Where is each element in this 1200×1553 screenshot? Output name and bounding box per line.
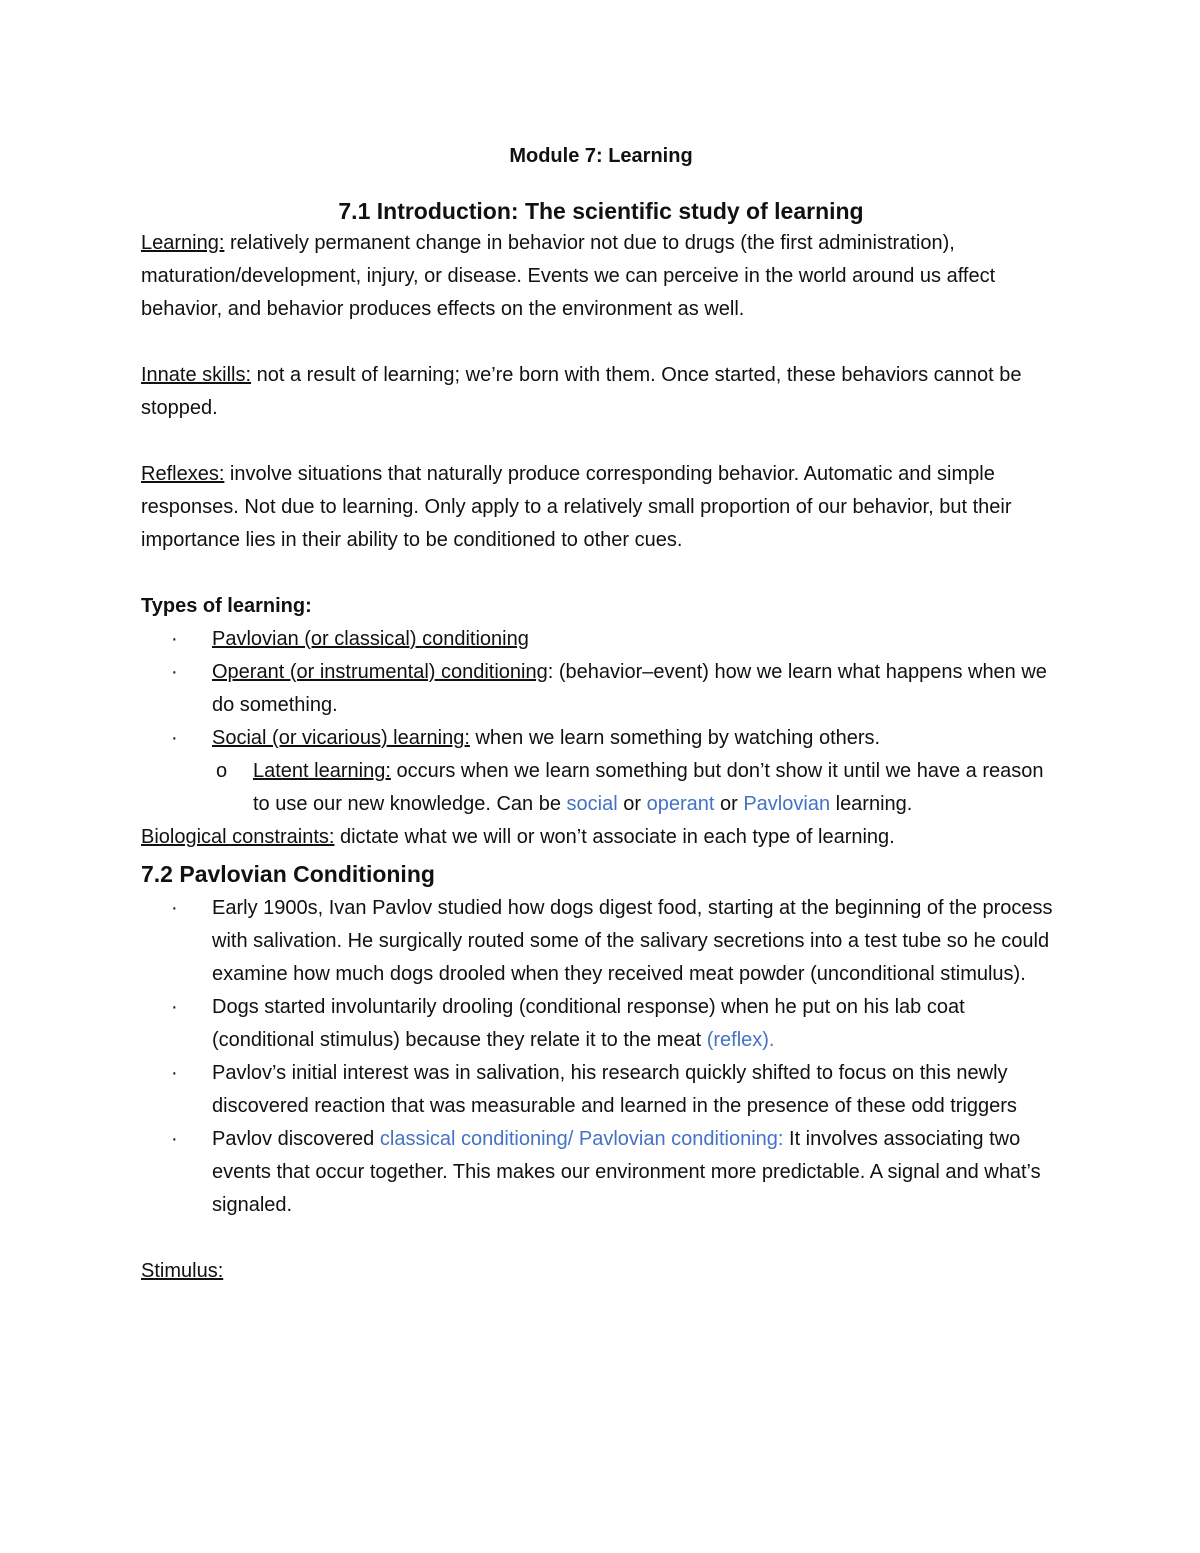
operant-link[interactable]: operant [646,793,715,815]
biological-constraints-definition [141,821,1061,854]
module-title: Module 7: Learning [509,145,693,167]
operant-term: Operant (or instrumental) conditioning [212,661,548,683]
learning-text: relatively permanent change in behavior not due to drugs (the first administration), maturation/development, injury, or disease. Events we can perceive in the world around us affect behavior, and behavior produces effects on the environment as well. [141,232,996,320]
pavlov-bullet-3: Pavlov’s initial interest was in salivation, his research quickly shifted to focus on this newly discovered reaction that was measurable and learned in the presence of these odd triggers [212,1062,1017,1117]
learning-term: Learning: [141,232,225,254]
latent-text-b: or [617,793,647,815]
pavlov-bullet-2: Dogs started involuntarily drooling (conditional response) when he put on his lab coat (conditional stimulus) because they relate it to the meat [212,996,965,1051]
pavlov-bullet-4b: It involves associating two events that occur together. This makes our environment more predictable. A signal and what’s signaled. [212,1128,1041,1216]
pavlovian-link[interactable]: Pavlovian [743,793,831,815]
bullet-icon: · [171,1062,178,1084]
bullet-icon: · [171,628,178,650]
document-body [141,140,1061,1288]
types-of-learning-label: Types of learning: [141,595,312,617]
classical-conditioning-link[interactable]: classical conditioning/ Pavlovian conditioning: [379,1128,784,1150]
pavlovian-term: Pavlovian (or classical) conditioning [212,628,529,650]
circle-bullet-icon: o [216,760,228,782]
reflex-link[interactable]: (reflex). [706,1029,775,1051]
social-link[interactable]: social [566,793,618,815]
types-of-learning-list [141,623,1061,821]
social-sublist [141,755,1061,821]
innate-skills-term: Innate skills: [141,364,252,386]
innate-skills-text: not a result of learning; we’re born with them. Once started, these behaviors cannot be stopped. [141,364,1022,419]
reflexes-definition [141,458,1061,557]
stimulus-heading [141,1255,1061,1288]
bullet-icon: · [171,1128,178,1150]
bullet-icon: · [171,996,178,1018]
section-heading-7-2: 7.2 Pavlovian Conditioning [141,861,435,887]
reflexes-text: involve situations that naturally produce corresponding behavior. Automatic and simple responses. Not due to learning. Only apply to a relatively small proportion of our behavior, but their importance lies in their ability to be conditioned to other cues. [141,463,1012,551]
operant-colon: : [547,661,554,683]
list-item [141,656,1061,722]
biological-constraints-text: dictate what we will or won’t associate in each type of learning. [334,826,895,848]
social-term: Social (or vicarious) learning: [212,727,470,749]
latent-term: Latent learning: [253,760,391,782]
list-item [141,1057,1061,1123]
list-item [141,892,1061,991]
bullet-icon: · [171,727,178,749]
list-item [141,755,1061,821]
list-item [141,991,1061,1057]
list-item [141,1123,1061,1222]
reflexes-term: Reflexes: [141,463,225,485]
bullet-icon: · [171,661,178,683]
list-item [141,623,1061,656]
pavlov-bullet-4a: Pavlov discovered [212,1128,380,1150]
list-item [141,722,1061,821]
social-text: when we learn something by watching others. [469,727,881,749]
section-heading-7-1: 7.1 Introduction: The scientific study of learning [338,198,864,224]
pavlov-list [141,892,1061,1222]
pavlov-bullet-1: Early 1900s, Ivan Pavlov studied how dogs digest food, starting at the beginning of the process with salivation. He surgically routed some of the salivary secretions into a test tube so he could examine how much dogs drooled when they received meat powder (unconditional stimulus). [212,897,1053,985]
learning-definition [141,227,1061,326]
operant-text: (behavior–event) how we learn what happens when we do something. [212,661,1047,716]
bullet-icon: · [171,897,178,919]
latent-text-a: occurs when we learn something but don’t show it until we have a reason to use our new knowledge. Can be [253,760,1044,815]
latent-text-c: or [714,793,744,815]
latent-text-d: learning. [830,793,913,815]
innate-skills-definition [141,359,1061,425]
stimulus-term: Stimulus: [141,1260,224,1282]
biological-constraints-term: Biological constraints: [141,826,335,848]
